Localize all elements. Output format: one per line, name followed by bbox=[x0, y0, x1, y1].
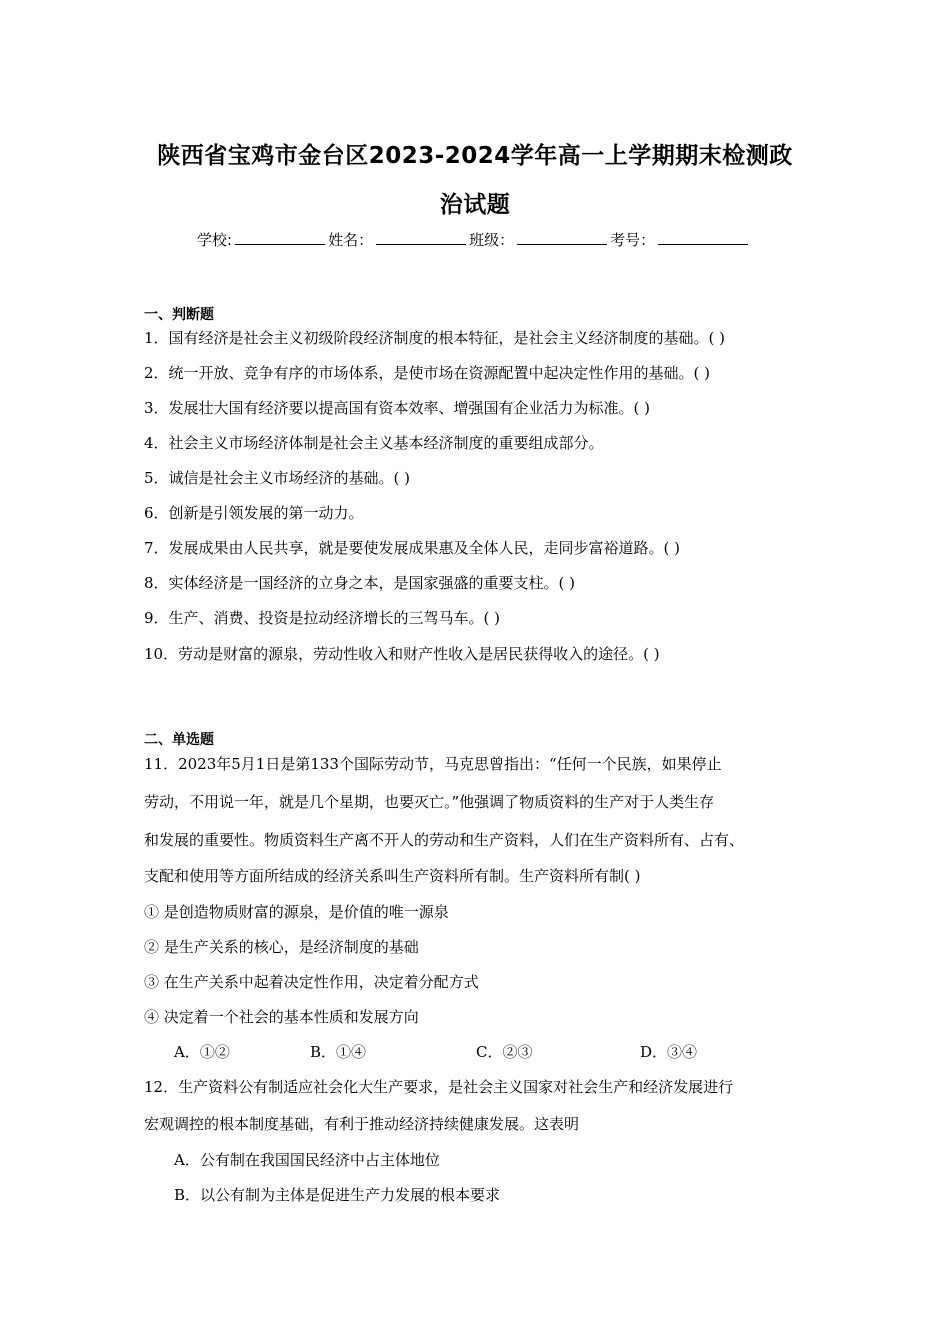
exam-no-label: 考号： bbox=[610, 231, 656, 249]
q12-stem-line: 宏观调控的根本制度基础，有利于推动经济持续健康发展。这表明 bbox=[144, 1115, 580, 1133]
q11-statement: ② 是生产关系的核心，是经济制度的基础 bbox=[144, 938, 419, 956]
name-blank[interactable] bbox=[376, 231, 466, 245]
q11-statement: ④ 决定着一个社会的基本性质和发展方向 bbox=[144, 1008, 419, 1026]
q11-option-c[interactable]: C．②③ bbox=[476, 1043, 533, 1061]
q11-option-a[interactable]: A．①② bbox=[174, 1043, 230, 1061]
document-title-line2: 治试题 bbox=[439, 192, 511, 218]
student-info-row bbox=[197, 229, 797, 250]
q11-stem-line: 劳动，不用说一年，就是几个星期，也要灭亡。”他强调了物质资料的生产对于人类生存 bbox=[144, 793, 715, 811]
exam-no-blank[interactable] bbox=[658, 231, 748, 245]
q11-option-d[interactable]: D．③④ bbox=[640, 1043, 698, 1061]
q12-stem-line: 12．生产资料公有制适应社会化大生产要求，是社会主义国家对社会生产和经济发展进行 bbox=[144, 1078, 734, 1096]
name-label: 姓名： bbox=[328, 231, 374, 249]
question-item: 6．创新是引领发展的第一动力。 bbox=[144, 504, 364, 522]
q11-stem-line: 支配和使用等方面所结成的经济关系叫生产资料所有制。生产资料所有制( ) bbox=[144, 867, 641, 885]
question-item: 10．劳动是财富的源泉，劳动性收入和财产性收入是居民获得收入的途径。( ) bbox=[144, 645, 660, 663]
question-item: 8．实体经济是一国经济的立身之本，是国家强盛的重要支柱。( ) bbox=[144, 574, 576, 592]
q11-statement: ① 是创造物质财富的源泉，是价值的唯一源泉 bbox=[144, 903, 449, 921]
section-heading-single-choice: 二、单选题 bbox=[144, 732, 214, 748]
q11-stem-line: 和发展的重要性。物质资料生产离不开人的劳动和生产资料，人们在生产资料所有、占有、 bbox=[144, 831, 745, 849]
class-blank[interactable] bbox=[517, 231, 607, 245]
question-item: 1．国有经济是社会主义初级阶段经济制度的根本特征，是社会主义经济制度的基础。( ) bbox=[144, 329, 726, 347]
question-item: 2．统一开放、竞争有序的市场体系，是使市场在资源配置中起决定性作用的基础。( ) bbox=[144, 364, 711, 382]
q11-stem-line: 11．2023年5月1日是第133个国际劳动节，马克思曾指出：“任何一个民族，如果停止 bbox=[144, 755, 722, 773]
q12-option-b[interactable]: B．以公有制为主体是促进生产力发展的根本要求 bbox=[174, 1186, 501, 1204]
question-item: 4．社会主义市场经济体制是社会主义基本经济制度的重要组成部分。 bbox=[144, 434, 604, 452]
question-item: 3．发展壮大国有经济要以提高国有资本效率、增强国有企业活力为标准。( ) bbox=[144, 399, 651, 417]
school-label: 学校: bbox=[197, 231, 233, 249]
question-item: 7．发展成果由人民共享，就是要使发展成果惠及全体人民，走同步富裕道路。( ) bbox=[144, 539, 681, 557]
class-label: 班级： bbox=[469, 231, 515, 249]
question-item: 5．诚信是社会主义市场经济的基础。( ) bbox=[144, 469, 411, 487]
school-blank[interactable] bbox=[235, 231, 325, 245]
q12-option-a[interactable]: A．公有制在我国国民经济中占主体地位 bbox=[174, 1151, 440, 1169]
section-heading-judgement: 一、判断题 bbox=[144, 307, 214, 323]
document-title-line1: 陕西省宝鸡市金台区2023-2024学年高一上学期期末检测政 bbox=[157, 143, 793, 169]
question-item: 9．生产、消费、投资是拉动经济增长的三驾马车。( ) bbox=[144, 609, 501, 627]
q11-statement: ③ 在生产关系中起着决定性作用，决定着分配方式 bbox=[144, 973, 479, 991]
q11-option-b[interactable]: B．①④ bbox=[310, 1043, 367, 1061]
